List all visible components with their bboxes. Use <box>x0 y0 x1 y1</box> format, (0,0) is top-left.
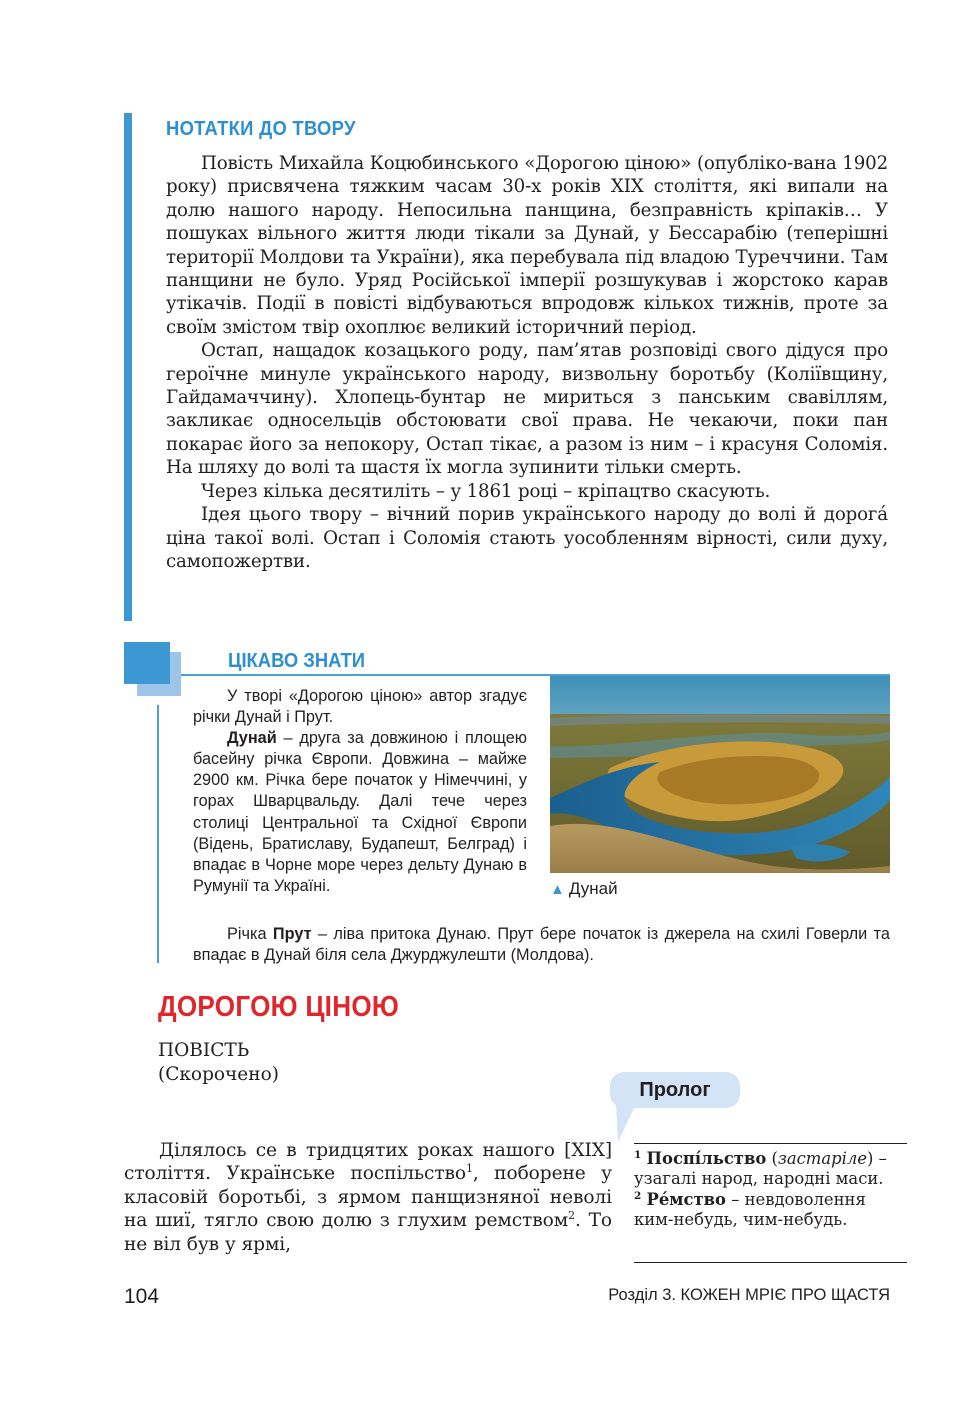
footnote-term: Рéмство <box>646 1189 726 1209</box>
triangle-up-icon: ▲ <box>550 881 565 898</box>
notes-paragraph: Остап, нащадок козацького роду, пам’ятав розповіді свого дідуся про героїчне минуле українського народу, визвольну боротьбу (Коліївщину, Гайдамаччину). Хлопець-бунтар не мириться з панським свавіллям, закликає односельців обстоювати свої права. Не чекаючи, поки пан покарає його за непокору, Остап тікає, а разом із ним – і красуня Соломія. На шляху до волі та щастя їх могла зупинити тільки смерть. <box>166 340 888 479</box>
notes-accent-bar <box>124 113 132 621</box>
footnote-number: 1 <box>634 1149 642 1161</box>
decor-square-dark <box>124 642 170 684</box>
interesting-side-line <box>157 705 159 963</box>
interesting-heading: ЦІКАВО ЗНАТИ <box>228 650 365 672</box>
footnote-paren: ( <box>766 1149 778 1168</box>
story-genre: ПОВІСТЬ <box>158 1040 250 1061</box>
prut-text <box>193 924 890 966</box>
danube-term: Дунай <box>227 729 277 748</box>
footnote-definition: – невдоволення ким-небудь, чим-небудь. <box>634 1189 866 1229</box>
story-text: , поборене у класовій боротьбі, з ярмом панщизняної неволі на шиї, тягло свою долю з глухим ремством <box>124 1163 612 1232</box>
prut-lead: Річка <box>227 925 273 943</box>
story-abridged-note: (Скорочено) <box>158 1064 279 1085</box>
story-text: Ділялось се в тридцятих роках нашого [XIX] століття. Українське поспільство <box>124 1140 612 1185</box>
prolog-bubble: Пролог <box>610 1072 740 1108</box>
footnote-definition: – узагалі народ, народні маси. <box>634 1149 887 1189</box>
footnote-number: 2 <box>634 1189 642 1202</box>
danube-description: – друга за довжиною і площею басейну річка Європи. Довжина – майже 2900 км. Річка бере початок у Німеччині, у горах Шварцвальду. Далі тече через столиці Центральної та Східної Європи (Відень, Братиславу, Будапешт, Белград) і впадає в Чорне море через дельту Дунаю в Румунії та Україні. <box>193 729 527 895</box>
photo-caption-text: Дунай <box>568 879 618 898</box>
footnote-ref-2[interactable]: 2 <box>568 1209 575 1223</box>
footnote-term: Поспíльство <box>646 1149 767 1168</box>
prut-paragraph <box>193 924 890 966</box>
interesting-intro: У творі «Дорогою ціною» автор згадує річки Дунай і Прут. <box>193 687 527 727</box>
page-number: 104 <box>124 1285 160 1308</box>
speech-tail-icon <box>612 1104 638 1144</box>
photo-caption <box>550 879 618 899</box>
story-body <box>124 1139 612 1256</box>
notes-paragraph: Через кілька десятиліть – у 1861 році – кріпацтво скасують. <box>201 480 771 502</box>
prut-term: Прут <box>272 925 312 943</box>
footnotes-top-rule <box>634 1143 907 1144</box>
story-text: . То не віл був у ярмі, <box>124 1210 612 1255</box>
story-paragraph <box>124 1139 612 1256</box>
chapter-label: Розділ 3. КОЖЕН МРІЄ ПРО ЩАСТЯ <box>608 1286 890 1304</box>
interesting-text <box>193 686 527 897</box>
notes-heading: НОТАТКИ ДО ТВОРУ <box>166 118 356 140</box>
danube-photo <box>550 676 890 873</box>
footnote-1 <box>634 1149 907 1190</box>
story-title: ДОРОГОЮ ЦІНОЮ <box>158 991 400 1023</box>
footnote-ref-1[interactable]: 1 <box>466 1162 473 1176</box>
notes-paragraph: Ідея цього твору – вічний порив українського народу до волі й дорогá ціна такої волі. Остап і Соломія стають уособленням вірності, сили духу, самопожертви. <box>166 504 888 572</box>
notes-paragraph: Повість Михайла Коцюбинського «Дорогою ціною» (опубліко-вана 1902 року) присвячена тяжким часам 30-х років XIX століття, які випали на долю нашого народу. Непосильна панщина, безправність кріпаків… У пошуках вільного життя люди тікали за Дунай, у Бессарабію (теперішні території Молдови та України), яка перебувала під владою Туреччини. Там панщини не було. Уряд Російської імперії розшукував і жорстоко карав утікачів. Події в повісті відбуваються впродовж кількох тижнів, проте за своїм змістом твір охоплює великий історичний період. <box>166 153 888 338</box>
danube-paragraph <box>193 728 527 897</box>
footnotes-bottom-rule <box>634 1262 907 1263</box>
footnote-2 <box>634 1190 907 1231</box>
notes-body <box>166 152 888 573</box>
footnote-paren: ) <box>866 1149 874 1168</box>
footnote-usage-note: застаріле <box>777 1149 867 1168</box>
footnotes <box>634 1149 907 1230</box>
prut-description: – ліва притока Дунаю. Прут бере початок із джерела на схилі Говерли та впадає в Дунай біля села Джурджулешти (Молдова). <box>193 925 890 965</box>
